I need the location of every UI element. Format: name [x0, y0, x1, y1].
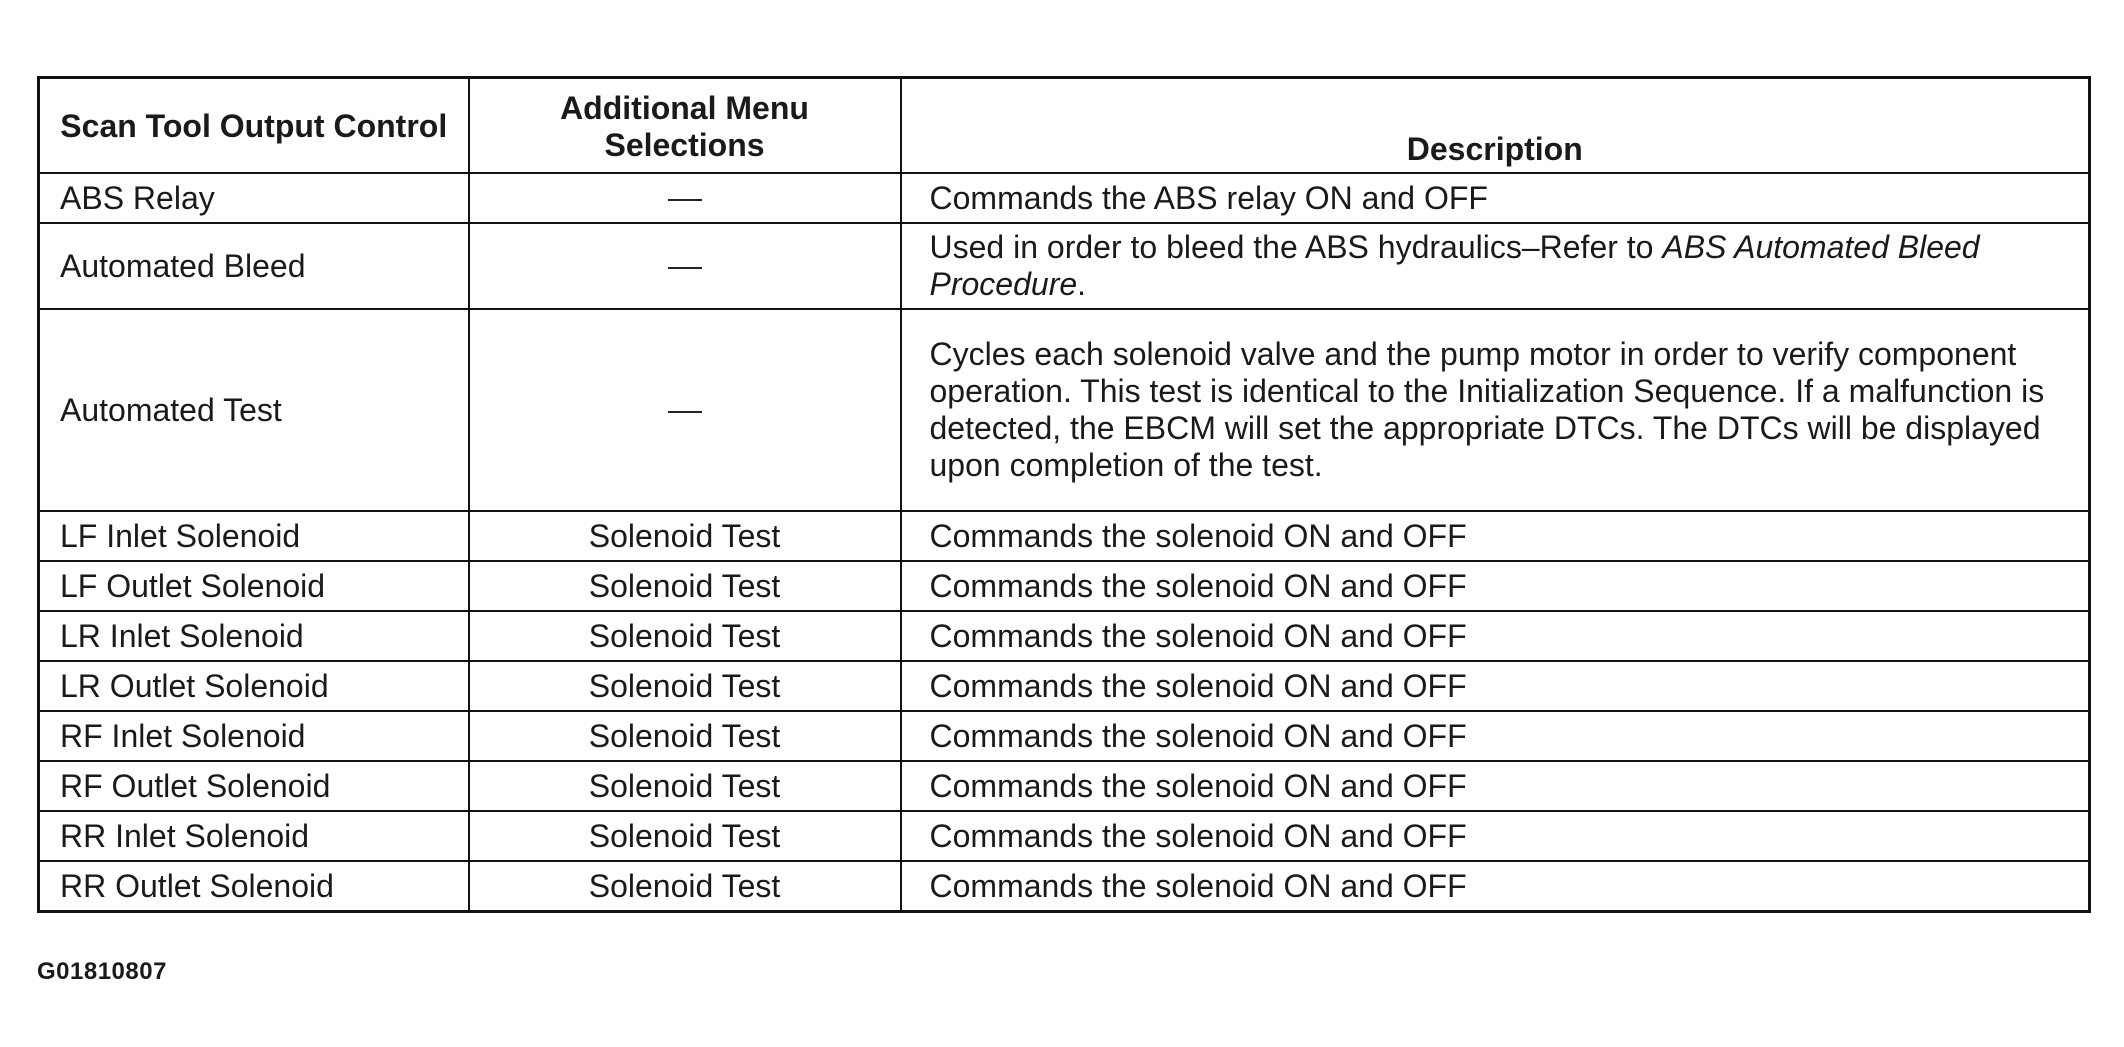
output-control-cell: LR Outlet Solenoid — [39, 661, 469, 711]
description-text: Used in order to bleed the ABS hydraulics–Refer to — [929, 229, 1663, 265]
menu-selection-cell: Solenoid Test — [469, 711, 901, 761]
description-cell: Cycles each solenoid valve and the pump motor in order to verify component operation. This test is identical to the Initialization Sequence. If a malfunction is detected, the EBCM will set the appropriate DTCs. The DTCs will be displayed upon completion of the test. — [901, 309, 2090, 511]
menu-selection-cell: Solenoid Test — [469, 861, 901, 912]
em-dash — [668, 199, 702, 201]
description-cell: Commands the solenoid ON and OFF — [901, 811, 2090, 861]
menu-selection-cell: Solenoid Test — [469, 561, 901, 611]
menu-selection-cell: Solenoid Test — [469, 511, 901, 561]
description-cell: Commands the solenoid ON and OFF — [901, 861, 2090, 912]
scan-tool-output-table-container — [37, 76, 2091, 913]
output-control-cell: ABS Relay — [39, 173, 469, 223]
scan-tool-output-table — [37, 76, 2091, 913]
output-control-cell: Automated Bleed — [39, 223, 469, 309]
output-control-cell: RR Outlet Solenoid — [39, 861, 469, 912]
description-cell: Commands the solenoid ON and OFF — [901, 711, 2090, 761]
table-row — [39, 309, 2090, 511]
menu-selection-cell — [469, 223, 901, 309]
table-row — [39, 223, 2090, 309]
description-cell: Commands the ABS relay ON and OFF — [901, 173, 2090, 223]
table-row — [39, 173, 2090, 223]
output-control-cell: LR Inlet Solenoid — [39, 611, 469, 661]
description-tail: . — [1077, 266, 1087, 302]
description-cell: Commands the solenoid ON and OFF — [901, 561, 2090, 611]
output-control-cell: RF Outlet Solenoid — [39, 761, 469, 811]
menu-selection-cell: Solenoid Test — [469, 811, 901, 861]
table-row — [39, 711, 2090, 761]
figure-id: G01810807 — [37, 958, 167, 985]
procedure-reference: ABS Automated Bleed Procedure — [929, 229, 1980, 302]
header-description: Description — [901, 78, 2090, 174]
table-header-row — [39, 78, 2090, 174]
menu-selection-cell: Solenoid Test — [469, 661, 901, 711]
output-control-cell: Automated Test — [39, 309, 469, 511]
table-row — [39, 561, 2090, 611]
table-row — [39, 611, 2090, 661]
description-cell — [901, 223, 2090, 309]
description-cell: Commands the solenoid ON and OFF — [901, 661, 2090, 711]
table-row — [39, 511, 2090, 561]
table-row — [39, 761, 2090, 811]
description-cell: Commands the solenoid ON and OFF — [901, 761, 2090, 811]
em-dash — [668, 267, 702, 269]
output-control-cell: LF Inlet Solenoid — [39, 511, 469, 561]
em-dash — [668, 411, 702, 413]
table-row — [39, 811, 2090, 861]
output-control-cell: RF Inlet Solenoid — [39, 711, 469, 761]
menu-selection-cell: Solenoid Test — [469, 611, 901, 661]
output-control-cell: RR Inlet Solenoid — [39, 811, 469, 861]
description-cell: Commands the solenoid ON and OFF — [901, 511, 2090, 561]
description-cell: Commands the solenoid ON and OFF — [901, 611, 2090, 661]
menu-selection-cell — [469, 309, 901, 511]
menu-selection-cell: Solenoid Test — [469, 761, 901, 811]
header-output-control: Scan Tool Output Control — [39, 78, 469, 174]
output-control-cell: LF Outlet Solenoid — [39, 561, 469, 611]
menu-selection-cell — [469, 173, 901, 223]
table-row — [39, 861, 2090, 912]
table-row — [39, 661, 2090, 711]
header-menu-selections: Additional Menu Selections — [469, 78, 901, 174]
